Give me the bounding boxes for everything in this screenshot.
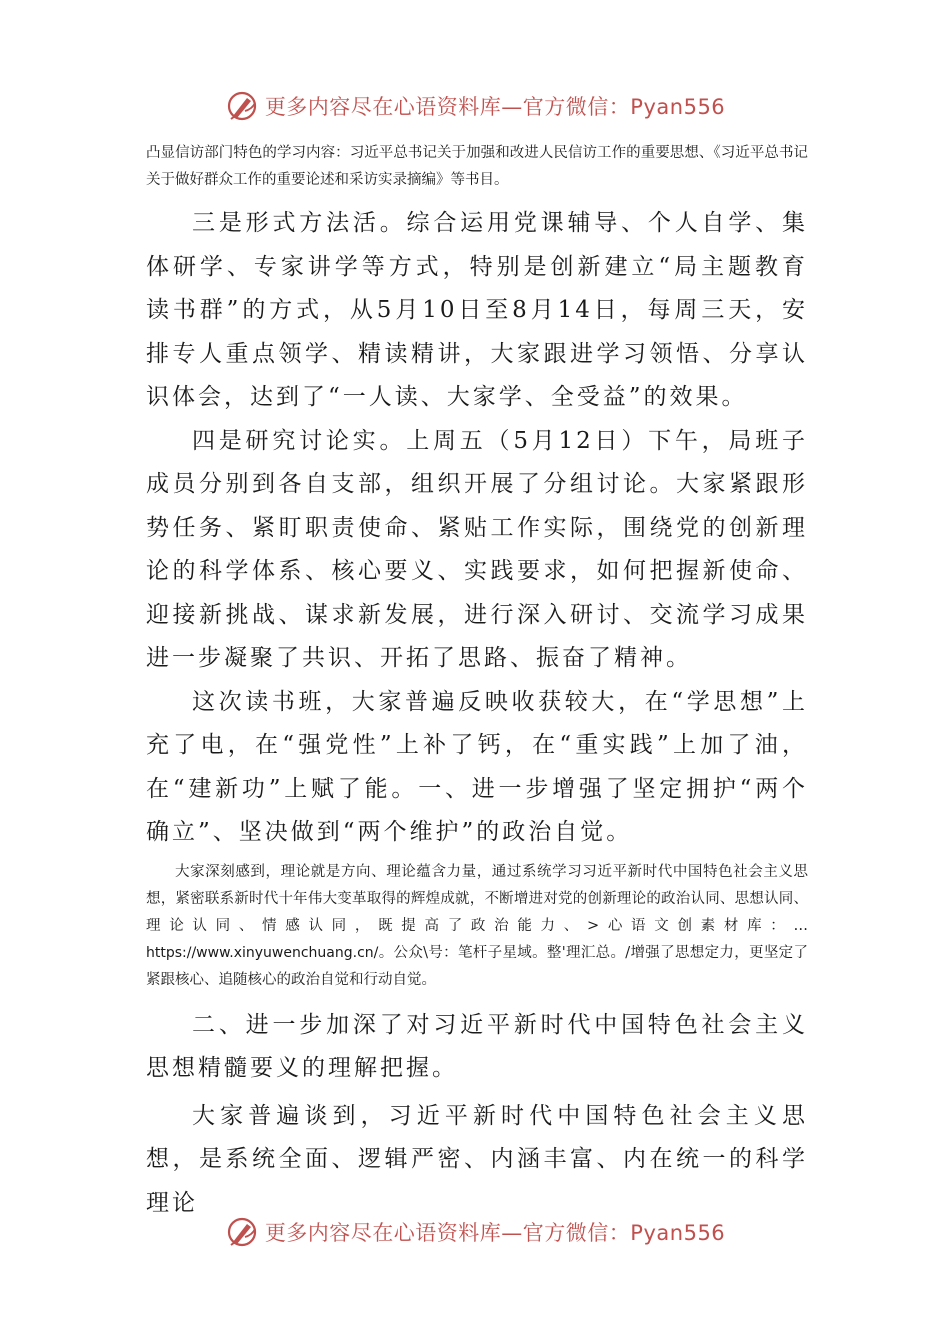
header-banner	[0, 86, 950, 126]
pen-circle-icon	[225, 1215, 259, 1249]
intro-paragraph: 凸显信访部门特色的学习内容：习近平总书记关于加强和改进人民信访工作的重要思想、《习近平总书记关于做好群众工作的重要论述和采访实录摘编》等书目。	[146, 145, 808, 188]
heading-two: 二、进一步加深了对习近平新时代中国特色社会主义思想精髓要义的理解把握。	[146, 1011, 808, 1081]
source-url: https://www.xinyuwenchuang.cn/	[146, 944, 379, 961]
paragraph-four: 四是研究讨论实。上周五（5月12日）下午，局班子成员分别到各自支部，组织开展了分组讨论。大家紧跟形势任务、紧盯职责使命、紧贴工作实际，围绕党的创新理论的科学体系、核心要义、实践要求，如何把握新使命、迎接新挑战、谋求新发展，进行深入研讨、交流学习成果进一步凝聚了共识、开拓了思路、振奋了精神。	[146, 427, 808, 671]
footer-banner	[0, 1212, 950, 1252]
paragraph-three: 三是形式方法活。综合运用党课辅导、个人自学、集体研学、专家讲学等方式，特别是创新建立“局主题教育读书群”的方式，从5月10日至8月14日，每周三天，安排专人重点领学、精读精讲，大家跟进学习领悟、分享认识体会，达到了“一人读、大家学、全受益”的效果。	[146, 210, 808, 410]
document-body	[146, 140, 808, 1225]
small-paragraph-part1: 大家深刻感到，理论就是方向、理论蕴含力量，通过系统学习习近平新时代中国特色社会主义思想，紧密联系新时代十年伟大变革取得的辉煌成就，不断增进对党的创新理论的政治认同、思想认同、理论认同、情感认同，既提高了政治能力、>心语文创素材库：…	[146, 863, 808, 934]
small-paragraph	[146, 859, 808, 994]
footer-banner-text: 更多内容尽在心语资料库—官方微信：Pyan556	[264, 1221, 726, 1245]
summary-paragraph: 这次读书班，大家普遍反映收获较大，在“学思想”上充了电，在“强党性”上补了钙，在“重实践”上加了油，在“建新功”上赋了能。一、进一步增强了坚定拥护“两个确立”、坚决做到“两个维护”的政治自觉。	[146, 688, 808, 845]
small-paragraph-part2: 。公众\号：笔杆子星域。整'理汇总。/增强了思想定力，更坚定了紧跟核心、追随核心的政治自觉和行动自觉。	[146, 944, 808, 988]
header-banner-text: 更多内容尽在心语资料库—官方微信：Pyan556	[264, 95, 726, 119]
pen-circle-icon	[225, 89, 259, 123]
last-paragraph: 大家普遍谈到，习近平新时代中国特色社会主义思想，是系统全面、逻辑严密、内涵丰富、内在统一的科学理论	[146, 1102, 808, 1216]
